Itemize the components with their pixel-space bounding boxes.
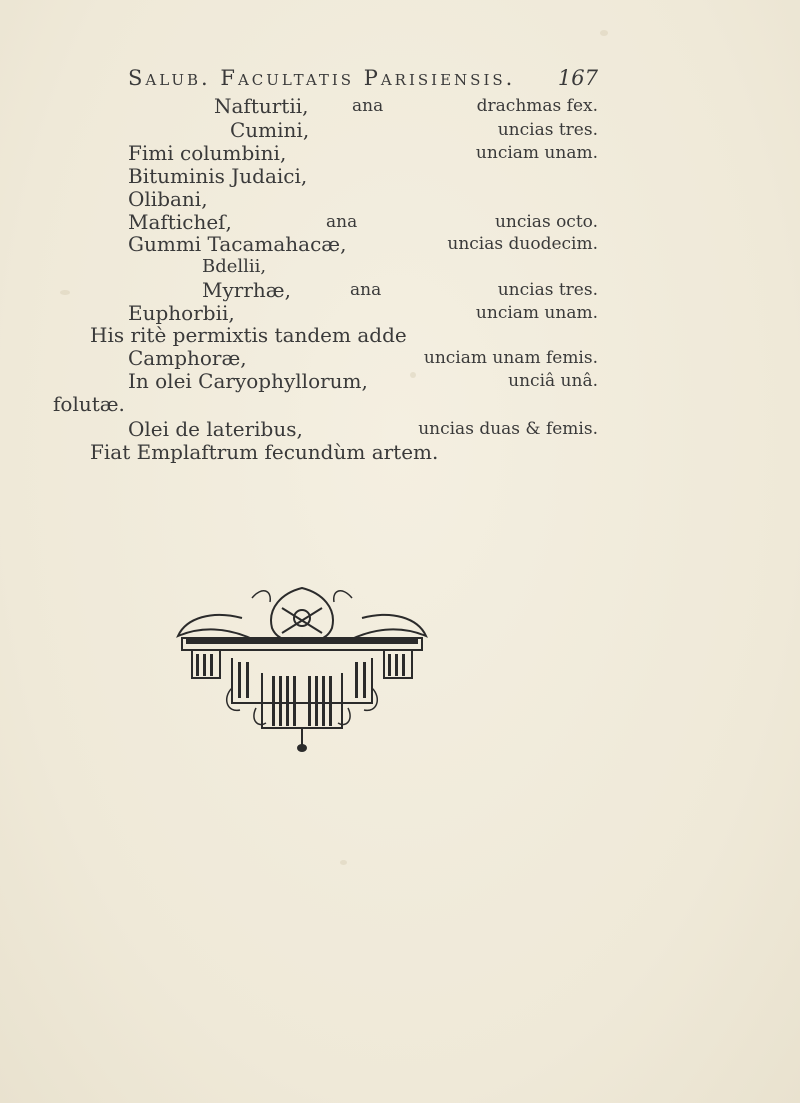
- ingredient-ana: ana: [326, 212, 358, 232]
- running-head: Salub. Facultatis Parisiensis.: [128, 66, 516, 90]
- paper-stain: [340, 860, 347, 865]
- ingredient-name: Camphoræ,: [128, 346, 247, 370]
- ingredient-name: Bituminis Judaici,: [128, 164, 308, 188]
- ingredient-name: Euphorbii,: [128, 301, 235, 325]
- recipe-line: [90, 438, 598, 466]
- paper-stain: [60, 290, 70, 295]
- ingredient-ana: ana: [352, 96, 384, 116]
- paper-stain: [600, 30, 608, 36]
- ingredient-name: Fimi columbini,: [128, 141, 287, 165]
- ingredient-quantity: uncias duodecim.: [447, 234, 598, 254]
- ingredient-name: Bdellii,: [202, 256, 267, 277]
- ingredient-quantity: unciam unam femis.: [423, 348, 598, 368]
- ingredient-quantity: uncias octo.: [494, 212, 598, 232]
- ingredient-quantity: unciâ unâ.: [508, 371, 598, 391]
- instruction-text: His ritè permixtis tandem adde: [90, 323, 407, 347]
- printer-ornament-icon: [172, 578, 432, 753]
- page-number: 167: [557, 66, 598, 90]
- recipe-line: [53, 390, 353, 418]
- ingredient-name: Myrrhæ,: [202, 278, 291, 302]
- ingredient-name: Olibani,: [128, 187, 208, 211]
- ingredient-name: Gummi Tacamahacæ,: [128, 232, 347, 256]
- ingredient-quantity: uncias tres.: [497, 120, 598, 140]
- ingredient-name: folutæ.: [53, 392, 125, 416]
- ingredient-ana: ana: [350, 280, 382, 300]
- instruction-text: Fiat Emplaftrum fecundùm artem.: [90, 440, 439, 464]
- ingredient-name: Mafticheſ,: [128, 210, 232, 234]
- paper-stain: [410, 372, 416, 378]
- ingredient-quantity: uncias duas & femis.: [418, 419, 598, 439]
- ingredient-quantity: unciam unam.: [475, 143, 598, 163]
- ingredient-quantity: uncias tres.: [497, 280, 598, 300]
- ingredient-quantity: drachmas fex.: [476, 96, 598, 116]
- ingredient-name: In olei Caryophyllorum,: [128, 369, 368, 393]
- ingredient-name: Nafturtii,: [214, 94, 309, 118]
- ingredient-name: Olei de lateribus,: [128, 417, 303, 441]
- ingredient-quantity: unciam unam.: [475, 303, 598, 323]
- ingredient-name: Cumini,: [230, 118, 310, 142]
